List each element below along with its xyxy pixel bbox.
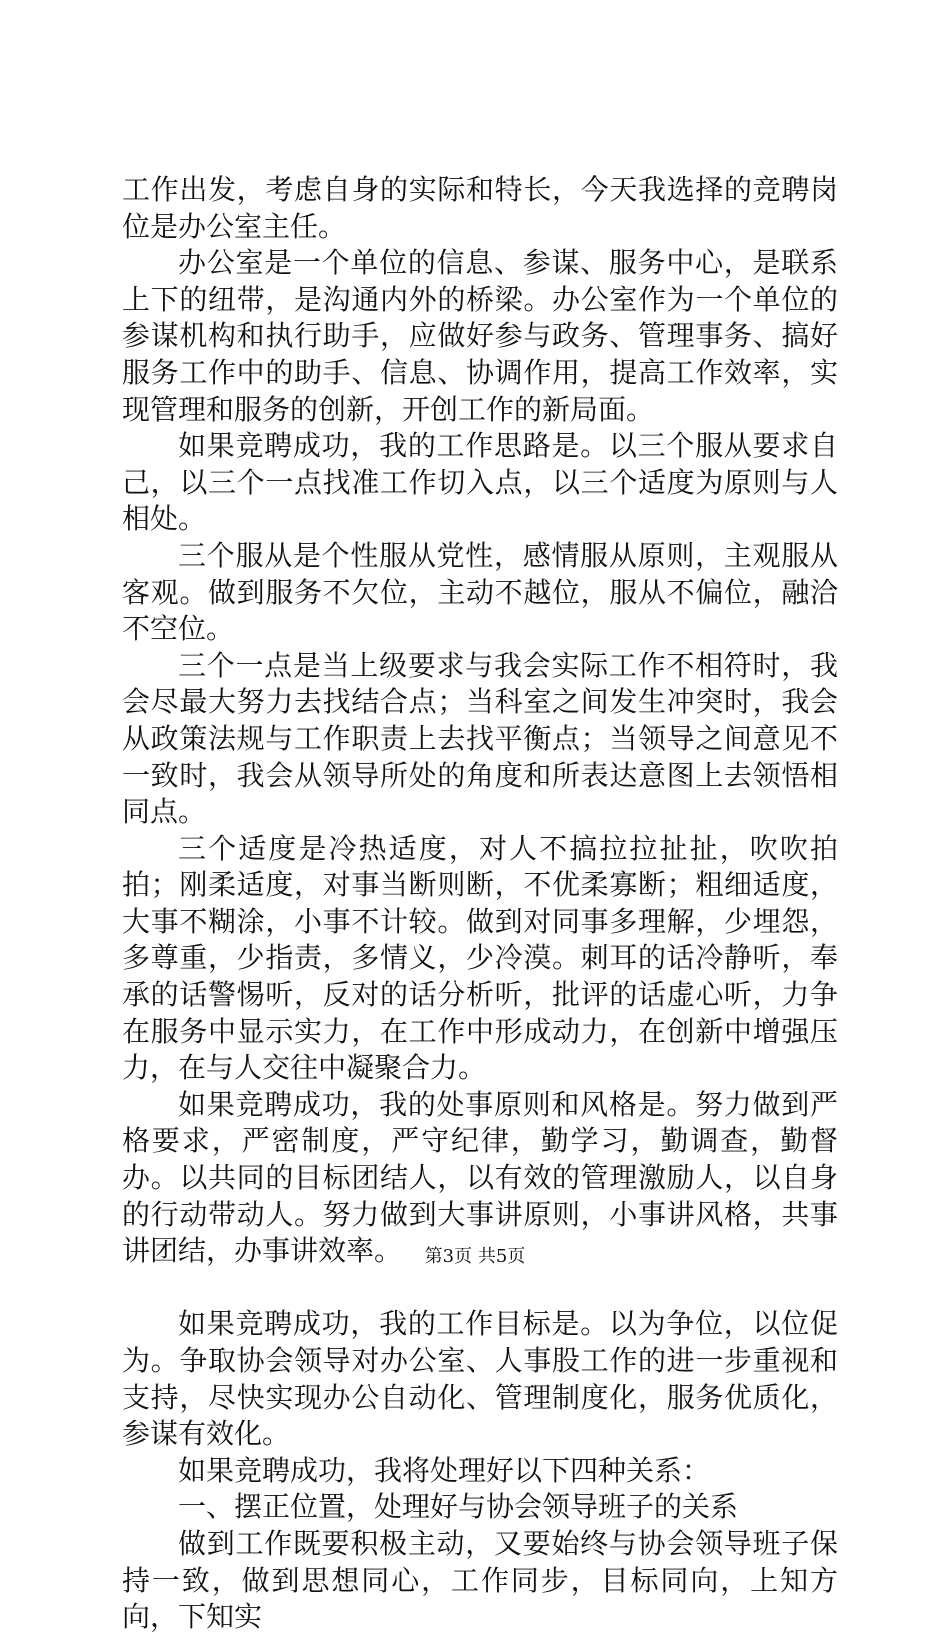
document-body [122,172,838,1636]
paragraph-6: 三个适度是冷热适度，对人不搞拉拉扯扯，吹吹拍拍；刚柔适度，对事当断则断，不优柔寡断；粗细适度，大事不糊涂，小事不计较。做到对同事多理解，少埋怨，多尊重，少指责，多情义，少冷漠。刺耳的话冷静听，奉承的话警惕听，反对的话分析听，批评的话虚心听，力争在服务中显示实力，在工作中形成动力，在创新中增强压力，在与人交往中凝聚合力。 [122,831,838,1085]
paragraph-5: 三个一点是当上级要求与我会实际工作不相符时，我会尽最大努力去找结合点；当科室之间发生冲突时，我会从政策法规与工作职责上去找平衡点；当领导之间意见不一致时，我会从领导所处的角度和所表达意图上去领悟相同点。 [122,648,838,829]
paragraph-9: 如果竞聘成功，我将处理好以下四种关系： [178,1453,711,1487]
section-heading-1: 一、摆正位置，处理好与协会领导班子的关系 [178,1490,739,1524]
paragraph-10: 做到工作既要积极主动，又要始终与协会领导班子保持一致，做到思想同心，工作同步，目标同向，上知方向，下知实 [122,1526,838,1634]
paragraph-spacer [122,1270,838,1307]
paragraph-3: 如果竞聘成功，我的工作思路是。以三个服从要求自己，以三个一点找准工作切入点，以三个适度为原则与人相处。 [122,429,838,536]
paragraph-1: 工作出发，考虑自身的实际和特长，今天我选择的竞聘岗位是办公室主任。 [122,173,838,243]
paragraph-8: 如果竞聘成功，我的工作目标是。以为争位，以位促为。争取协会领导对办公室、人事股工作的进一步重视和支持，尽快实现办公自动化、管理制度化，服务优质化，参谋有效化。 [122,1307,838,1451]
page-number-footer: 第3页 共5页 [424,1246,526,1267]
paragraph-4: 三个服从是个性服从党性，感情服从原则，主观服从客观。做到服务不欠位，主动不越位，服从不偏位，融洽不空位。 [122,538,838,646]
paragraph-7: 如果竞聘成功，我的处事原则和风格是。努力做到严格要求，严密制度，严守纪律，勤学习，勤调查，勤督办。以共同的目标团结人，以有效的管理激励人，以自身的行动带动人。努力做到大事讲原则，小事讲风格，共事讲团结，办事讲效率。 [122,1087,838,1268]
paragraph-2: 办公室是一个单位的信息、参谋、服务中心，是联系上下的纽带，是沟通内外的桥梁。办公室作为一个单位的参谋机构和执行助手，应做好参与政务、管理事务、搞好服务工作中的助手、信息、协调作用，提高工作效率，实现管理和服务的创新，开创工作的新局面。 [122,246,838,426]
